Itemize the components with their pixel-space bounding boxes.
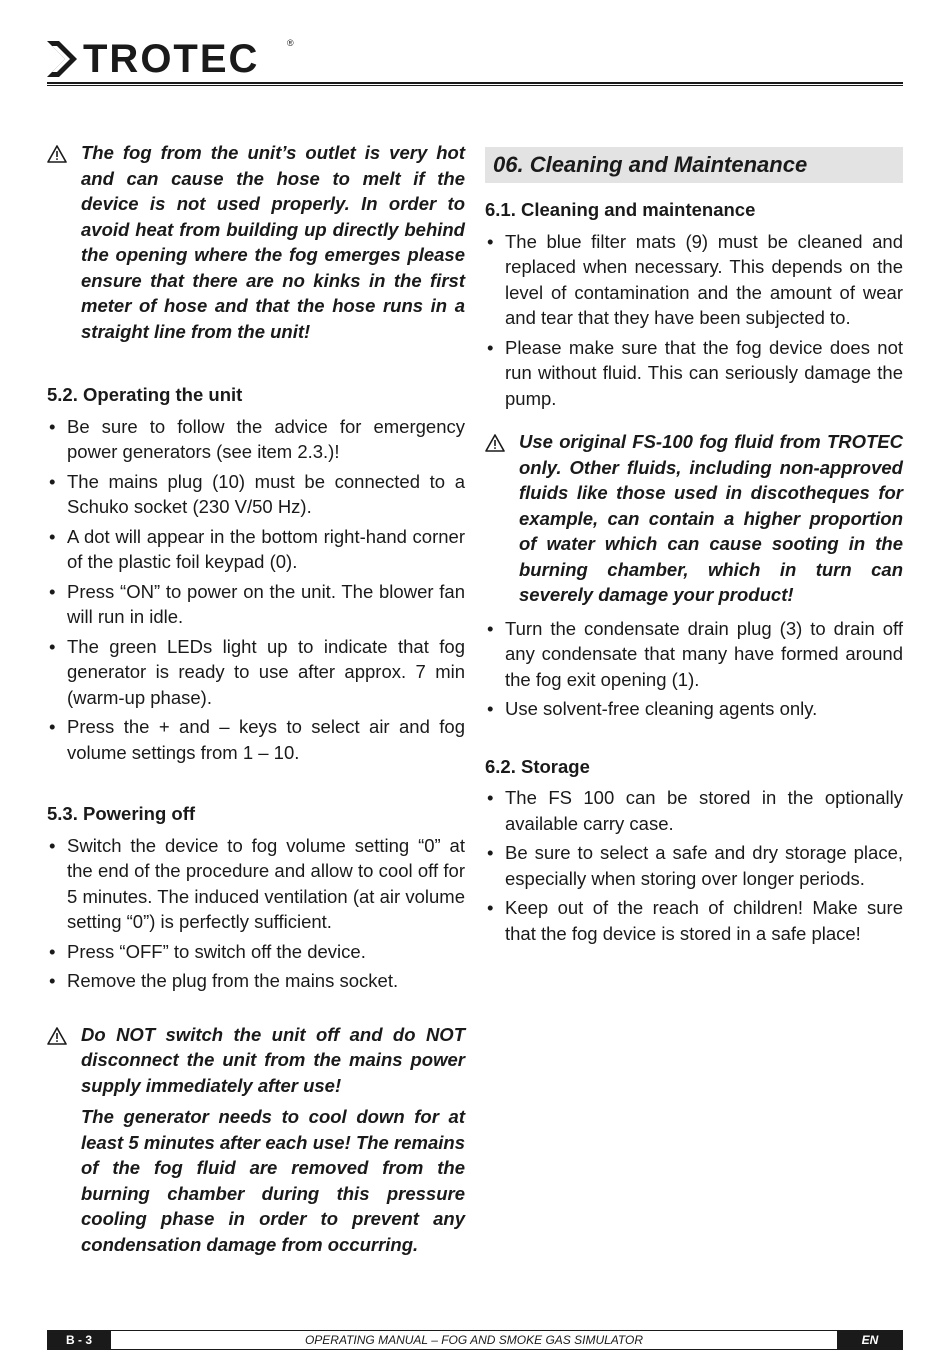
section-5-2-title: 5.2. Operating the unit (47, 384, 243, 405)
registered-mark: ® (287, 38, 294, 48)
brand-logo (47, 38, 259, 80)
list-item: • Switch the device to fog volume setting “0” at the end of the procedure and allow to cool off for 5 minutes. The induced ventilation (at air volume setting “0”) is perfectly sufficient. (47, 833, 465, 935)
section-6-2-title: 6.2. Storage (485, 755, 590, 777)
warning-text: Use original FS-100 fog fluid from TROTEC only. Other fluids, including non-approved fluids like those used in discotheques for example, can contain a higher proportion of water which can cause sooting in the burning chamber, which in turn can severely damage your product! (519, 431, 903, 605)
list-item: • Use solvent-free cleaning agents only. (485, 696, 903, 722)
section-6-1-list-continued (485, 616, 903, 722)
page-number: B - 3 (47, 1330, 111, 1350)
language-badge: EN (837, 1330, 903, 1350)
brand-name: TROTEC (83, 37, 260, 81)
list-item: • Be sure to select a safe and dry storage place, especially when storing over longer periods. (485, 840, 903, 891)
trotec-logo-icon (47, 41, 77, 77)
list-item: • Press the + and – keys to select air and fog volume settings from 1 – 10. (47, 714, 465, 765)
page-footer (47, 1330, 903, 1350)
list-item: • Be sure to follow the advice for emergency power generators (see item 2.3.)! (47, 414, 465, 465)
list-item: • Press “ON” to power on the unit. The blower fan will run in idle. (47, 579, 465, 630)
list-item: • Keep out of the reach of children! Make sure that the fog device is stored in a safe place! (485, 895, 903, 946)
header-rule (47, 82, 903, 86)
section-6-1-list (485, 229, 903, 412)
list-item: • The green LEDs light up to indicate that fog generator is ready to use after approx. 7 min (warm-up phase). (47, 634, 465, 711)
left-column (47, 140, 465, 1257)
list-item: • Please make sure that the fog device does not run without fluid. This can seriously damage the pump. (485, 335, 903, 412)
list-item: • Remove the plug from the mains socket. (47, 968, 465, 994)
footer-title: OPERATING MANUAL – FOG AND SMOKE GAS SIMULATOR (304, 1333, 644, 1347)
list-item: • The FS 100 can be stored in the optionally available carry case. (485, 785, 903, 836)
warning-text: Do NOT switch the unit off and do NOT disconnect the unit from the mains power supply immediately after use! (81, 1023, 465, 1096)
list-item: • Turn the condensate drain plug (3) to drain off any condensate that many have formed around the fog exit opening (1). (485, 616, 903, 693)
page-header (47, 38, 903, 88)
warning-triangle-icon (47, 145, 67, 163)
warning-text: The generator needs to cool down for at least 5 minutes after each use! The remains of the fog fluid are removed from the burning chamber during this pressure cooling phase in order to prevent any condensation damage from occurring. (81, 1106, 465, 1255)
list-item: • The blue filter mats (9) must be cleaned and replaced when necessary. This depends on the level of contamination and the amount of wear and tear that they have been subjected to. (485, 229, 903, 331)
warning-cool-down (47, 1022, 465, 1258)
warning-original-fluid (485, 429, 903, 608)
section-5-3-list (47, 833, 465, 994)
warning-text: The fog from the unit’s outlet is very hot and can cause the hose to melt if the device is not used properly. In order to avoid heat from building up directly behind the opening where the fog emerges please ensure that there are no kinks in the first meter of hose and that the hose runs in a straight line from the unit! (81, 142, 465, 342)
section-5-2-list (47, 414, 465, 766)
section-6-2-list (485, 785, 903, 946)
section-5-3-title: 5.3. Powering off (47, 803, 196, 824)
list-item: • A dot will appear in the bottom right-hand corner of the plastic foil keypad (0). (47, 524, 465, 575)
warning-hot-fog (47, 140, 465, 344)
right-column (485, 147, 903, 950)
list-item: • Press “OFF” to switch off the device. (47, 939, 465, 965)
warning-triangle-icon (47, 1027, 67, 1045)
warning-triangle-icon (485, 434, 505, 452)
section-6-1-title: 6.1. Cleaning and maintenance (485, 199, 756, 220)
list-item: • The mains plug (10) must be connected to a Schuko socket (230 V/50 Hz). (47, 469, 465, 520)
chapter-title: 06. Cleaning and Maintenance (485, 147, 903, 183)
